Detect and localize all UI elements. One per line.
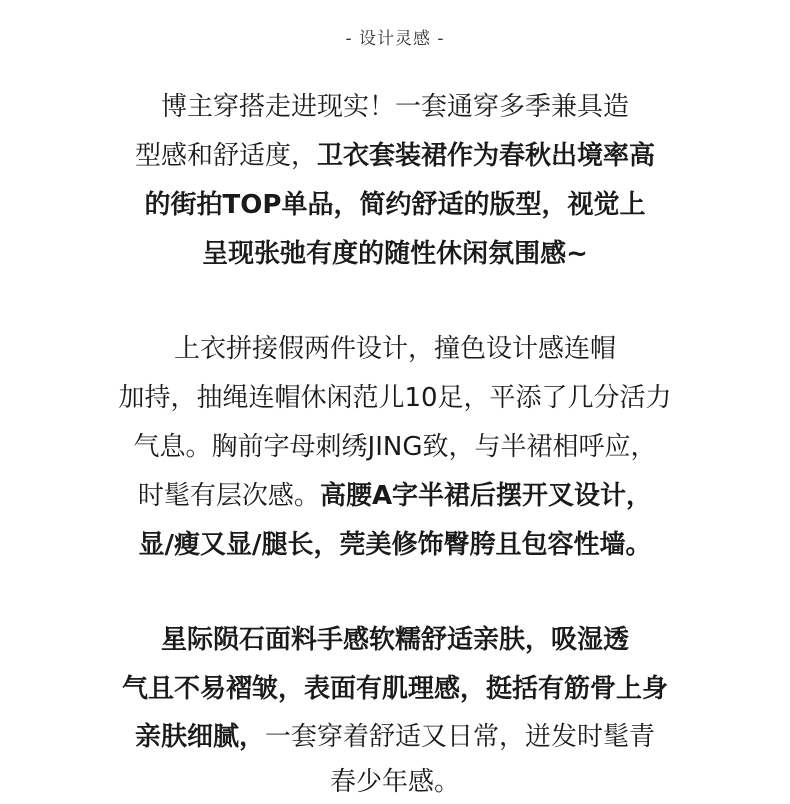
text-line bbox=[0, 188, 790, 222]
text-segment-bold: 亲肤细腻， bbox=[134, 722, 265, 752]
text-segment: 加持，抽绳连帽休闲范儿10足，平添了几分活力 bbox=[118, 383, 672, 413]
text-line bbox=[0, 381, 790, 415]
text-line bbox=[0, 720, 790, 754]
text-line bbox=[0, 90, 790, 124]
text-segment: 气息。胸前字母刺绣JING致，与半裙相呼应， bbox=[133, 432, 657, 462]
section-header: - 设计灵感 - bbox=[345, 29, 445, 49]
text-segment-bold: 气且不易褶皱，表面有肌理感，挺括有筋骨上身 bbox=[121, 674, 668, 704]
text-line bbox=[0, 623, 790, 657]
text-segment-bold: 卫衣套装裙作为春秋出境率高 bbox=[317, 141, 656, 171]
text-line bbox=[0, 479, 790, 513]
text-line bbox=[0, 332, 790, 366]
text-segment-bold: 高腰A字半裙后摆开叉设计， bbox=[319, 481, 653, 511]
text-segment-bold: 呈现张弛有度的随性休闲氛围感~ bbox=[202, 239, 588, 269]
text-segment: 一套穿着舒适又日常，迸发时髦青 bbox=[265, 722, 656, 752]
text-segment-bold: 星际陨石面料手感软糯舒适亲肤，吸湿透 bbox=[160, 625, 629, 655]
text-line bbox=[0, 430, 790, 464]
text-segment-bold: 的街拍TOP单品，简约舒适的版型，视觉上 bbox=[144, 190, 646, 220]
text-line bbox=[0, 237, 790, 271]
text-line bbox=[0, 528, 790, 562]
text-line bbox=[0, 765, 790, 799]
text-segment: 上衣拼接假两件设计，撞色设计感连帽 bbox=[173, 334, 616, 364]
text-segment: 春少年感。 bbox=[329, 767, 460, 797]
text-segment: 时髦有层次感。 bbox=[137, 481, 320, 511]
text-line bbox=[0, 672, 790, 706]
text-line bbox=[0, 139, 790, 173]
text-segment: 博主穿搭走进现实！一套通穿多季兼具造 bbox=[160, 92, 629, 122]
text-segment: 型感和舒适度， bbox=[134, 141, 317, 171]
text-segment-bold: 显/瘦又显/腿长，莞美修饰臀胯且包容性墙。 bbox=[138, 530, 652, 560]
